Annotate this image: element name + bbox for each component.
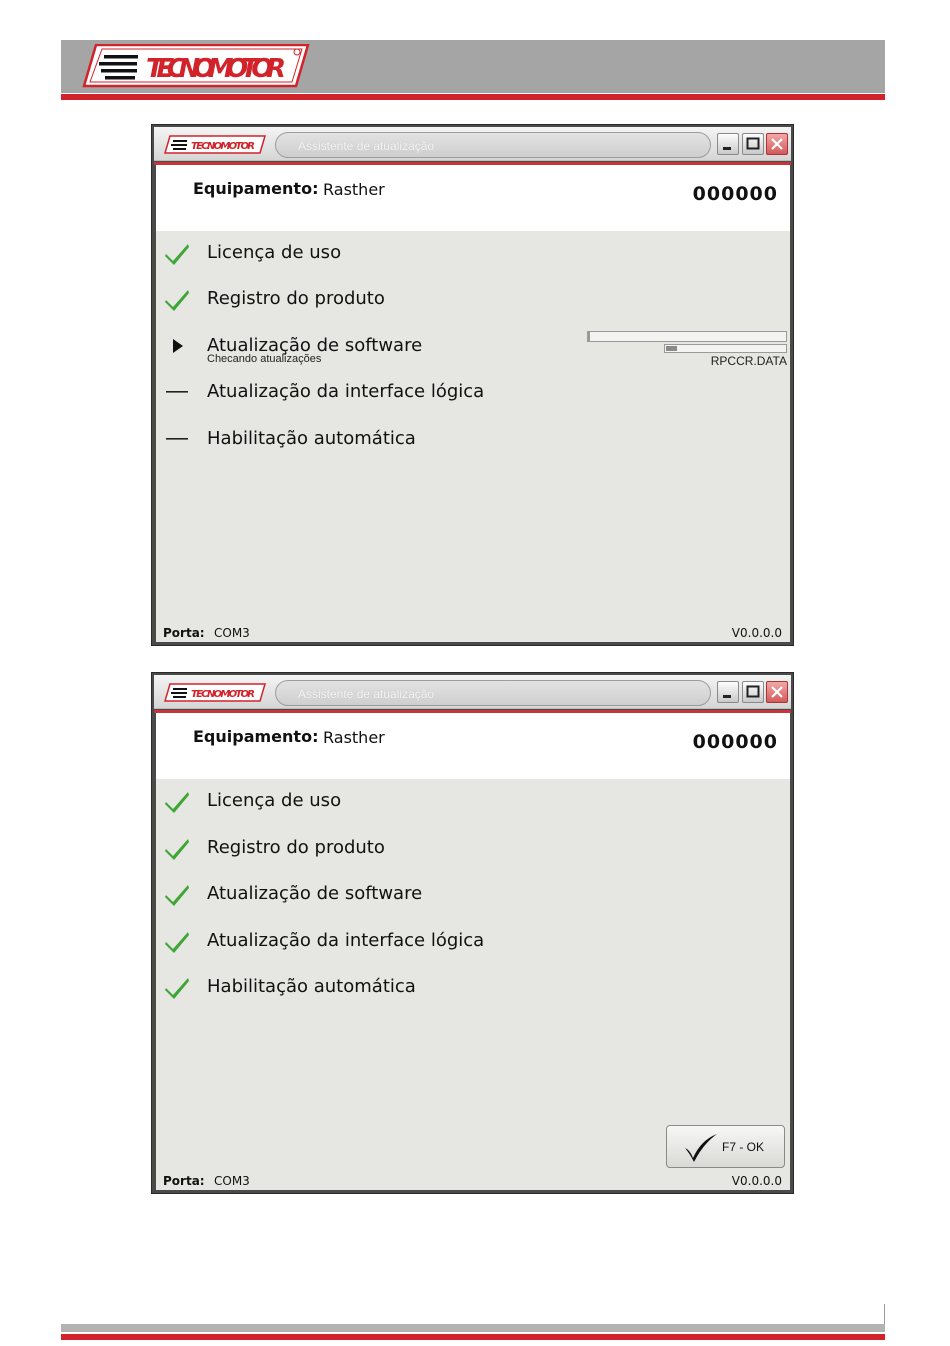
step-label: Atualização de software <box>207 335 423 356</box>
overall-progress-bar <box>587 331 787 342</box>
port-label: Porta: <box>163 626 205 640</box>
title-field: Assistente de atualização <box>275 680 711 706</box>
step-label: Licença de uso <box>207 790 342 811</box>
step-licenca <box>156 234 790 274</box>
dash-icon <box>164 379 190 405</box>
close-button[interactable] <box>766 681 788 703</box>
close-icon <box>767 134 787 154</box>
step-interface <box>156 373 790 413</box>
port-value: COM3 <box>214 626 250 640</box>
equipment-label: Equipamento: <box>193 727 319 746</box>
tecnomotor-small-logo <box>164 135 266 154</box>
equipment-panel <box>156 165 790 231</box>
title-bar[interactable] <box>154 127 791 161</box>
step-label: Habilitação automática <box>207 976 416 997</box>
step-label: Licença de uso <box>207 242 342 263</box>
check-icon <box>164 788 190 814</box>
equipment-value: Rasther <box>323 180 385 199</box>
page-header-red-line <box>61 94 885 100</box>
serial-number: 000000 <box>692 183 778 205</box>
version-label: V0.0.0.0 <box>731 626 782 640</box>
overall-progress-fill <box>588 332 590 341</box>
step-label: Habilitação automática <box>207 428 416 449</box>
step-label: Atualização da interface lógica <box>207 930 485 951</box>
svg-text:TECNOMOTOR: TECNOMOTOR <box>146 54 286 84</box>
step-software <box>156 875 790 915</box>
play-arrow-icon <box>164 333 190 359</box>
ok-button-label: F7 - OK <box>722 1140 765 1154</box>
file-progress-fill <box>666 346 677 351</box>
step-label: Atualização da interface lógica <box>207 381 485 402</box>
page-footer-grey-bar <box>61 1324 885 1332</box>
title-field: Assistente de atualização <box>275 132 711 158</box>
tecnomotor-logo <box>82 44 310 88</box>
port-label: Porta: <box>163 1174 205 1188</box>
close-icon <box>767 682 787 702</box>
maximize-icon <box>743 682 763 702</box>
minimize-button[interactable] <box>717 681 739 703</box>
step-habilitacao <box>156 968 790 1008</box>
update-wizard-window-complete <box>151 672 794 1194</box>
check-icon <box>164 974 190 1000</box>
update-wizard-window-progress <box>151 124 794 646</box>
serial-number: 000000 <box>692 731 778 753</box>
equipment-value: Rasther <box>323 728 385 747</box>
step-sublabel: Checando atualizações <box>207 353 322 365</box>
dash-icon <box>164 426 190 452</box>
check-icon <box>164 240 190 266</box>
page-footer-red-bar <box>61 1334 885 1340</box>
ok-button[interactable] <box>666 1125 785 1168</box>
maximize-button[interactable] <box>742 681 764 703</box>
step-registro <box>156 829 790 869</box>
port-value: COM3 <box>214 1174 250 1188</box>
version-label: V0.0.0.0 <box>731 1174 782 1188</box>
maximize-button[interactable] <box>742 133 764 155</box>
equipment-label: Equipamento: <box>193 179 319 198</box>
step-label: Atualização de software <box>207 883 423 904</box>
step-label: Registro do produto <box>207 288 385 309</box>
svg-text:TECNOMOTOR: TECNOMOTOR <box>191 689 255 700</box>
step-interface <box>156 922 790 962</box>
step-licenca <box>156 782 790 822</box>
step-habilitacao <box>156 420 790 460</box>
checkmark-icon <box>681 1132 721 1162</box>
minimize-button[interactable] <box>717 133 739 155</box>
check-icon <box>164 835 190 861</box>
equipment-panel <box>156 713 790 779</box>
page-footer-tick <box>884 1304 885 1324</box>
check-icon <box>164 881 190 907</box>
minimize-icon <box>718 682 738 702</box>
check-icon <box>164 928 190 954</box>
close-button[interactable] <box>766 133 788 155</box>
minimize-icon <box>718 134 738 154</box>
svg-text:TECNOMOTOR: TECNOMOTOR <box>191 141 255 152</box>
tecnomotor-small-logo <box>164 683 266 702</box>
file-progress-bar <box>664 344 787 353</box>
check-icon <box>164 286 190 312</box>
steps-panel <box>156 231 790 642</box>
steps-panel <box>156 779 790 1190</box>
step-label: Registro do produto <box>207 837 385 858</box>
current-file-name: RPCCR.DATA <box>710 354 787 368</box>
maximize-icon <box>743 134 763 154</box>
step-registro <box>156 280 790 320</box>
title-bar[interactable] <box>154 675 791 709</box>
